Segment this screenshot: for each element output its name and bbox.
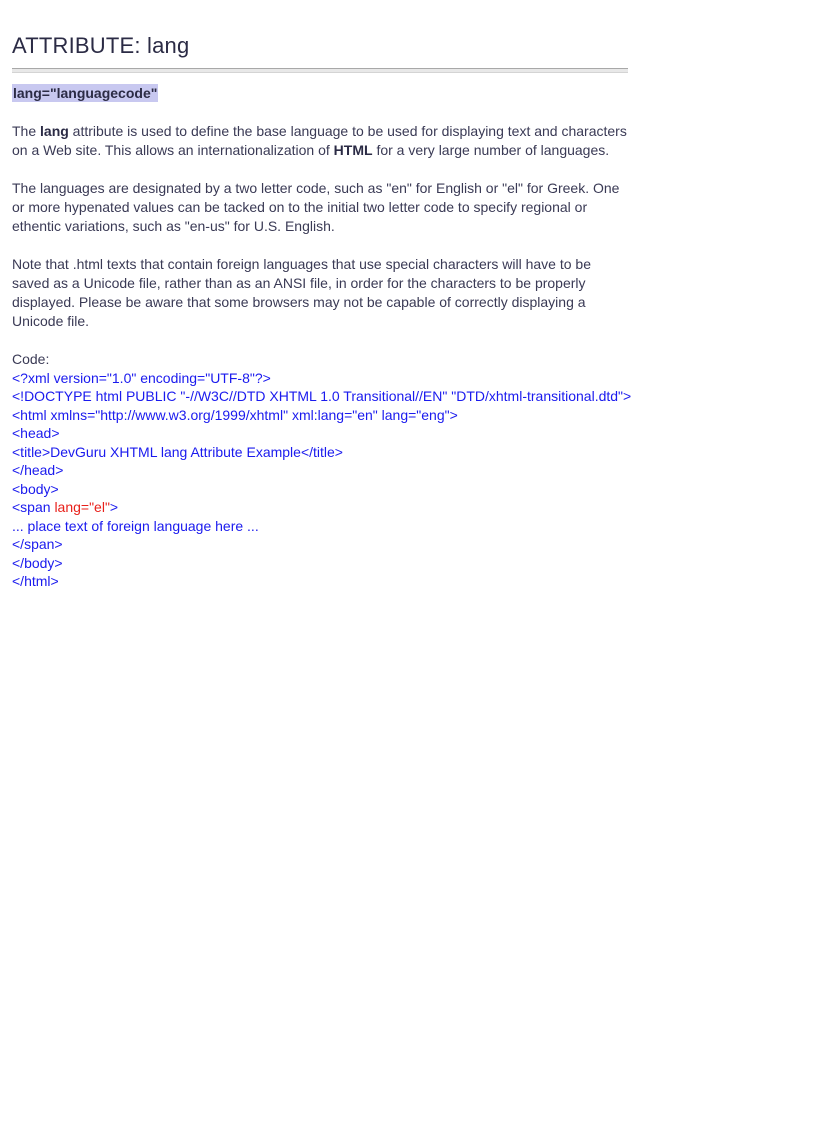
- code-line: </span>: [12, 536, 63, 552]
- code-line: <head>: [12, 425, 60, 441]
- description-paragraph: [12, 122, 632, 160]
- code-line: </html>: [12, 573, 59, 589]
- keyword-html: HTML: [333, 142, 373, 158]
- keyword-lang: lang: [40, 123, 69, 139]
- code-line: <body>: [12, 480, 59, 497]
- code-line: <!DOCTYPE html PUBLIC "-//W3C//DTD XHTML 1.0 Transitional//EN" "DTD/xhtml-transitional.dtd">: [12, 388, 632, 404]
- paragraph1-post: for a very large number of languages.: [372, 142, 610, 158]
- code-line: <?xml version="1.0" encoding="UTF-8"?>: [12, 369, 271, 386]
- paragraph1-pre: The: [12, 123, 41, 139]
- paragraph1-mid: attribute is used to define the base language to be used for displaying text and characters on a Web site. This allows an internationalization of: [12, 123, 627, 158]
- unicode-note-paragraph: Note that .html texts that contain foreign languages that use special characters will have to be saved as a Unicode file, rather than as an ANSI file, in order for the characters to be properly displayed. Please be aware that some browsers may not be capable of correctly displaying a Unicode file.: [12, 256, 591, 329]
- code-line-span: [12, 498, 632, 517]
- code-lang-attribute: lang="el": [54, 499, 110, 515]
- document-page: [12, 0, 632, 591]
- code-span-close-bracket: >: [109, 499, 119, 515]
- code-line: </body>: [12, 554, 63, 571]
- language-codes-paragraph: The languages are designated by a two letter code, such as "en" for English or "el" for Greek. One or more hypenated values can be tacked on to the initial two letter code to specify regional or ethentic variations, such as "en-us" for U.S. English.: [12, 180, 620, 234]
- code-line: <title>DevGuru XHTML lang Attribute Example</title>: [12, 443, 343, 460]
- code-line: ... place text of foreign language here ...: [12, 517, 259, 534]
- syntax-highlight: lang="languagecode": [13, 85, 158, 101]
- code-label: Code:: [12, 351, 50, 367]
- code-line: </head>: [12, 462, 64, 478]
- code-example: [12, 369, 632, 591]
- title-divider: [12, 68, 628, 73]
- page-title: ATTRIBUTE: lang: [12, 33, 190, 58]
- code-span-open: <span: [12, 499, 55, 515]
- code-line: <html xmlns="http://www.w3.org/1999/xhtml" xml:lang="en" lang="eng">: [12, 406, 458, 423]
